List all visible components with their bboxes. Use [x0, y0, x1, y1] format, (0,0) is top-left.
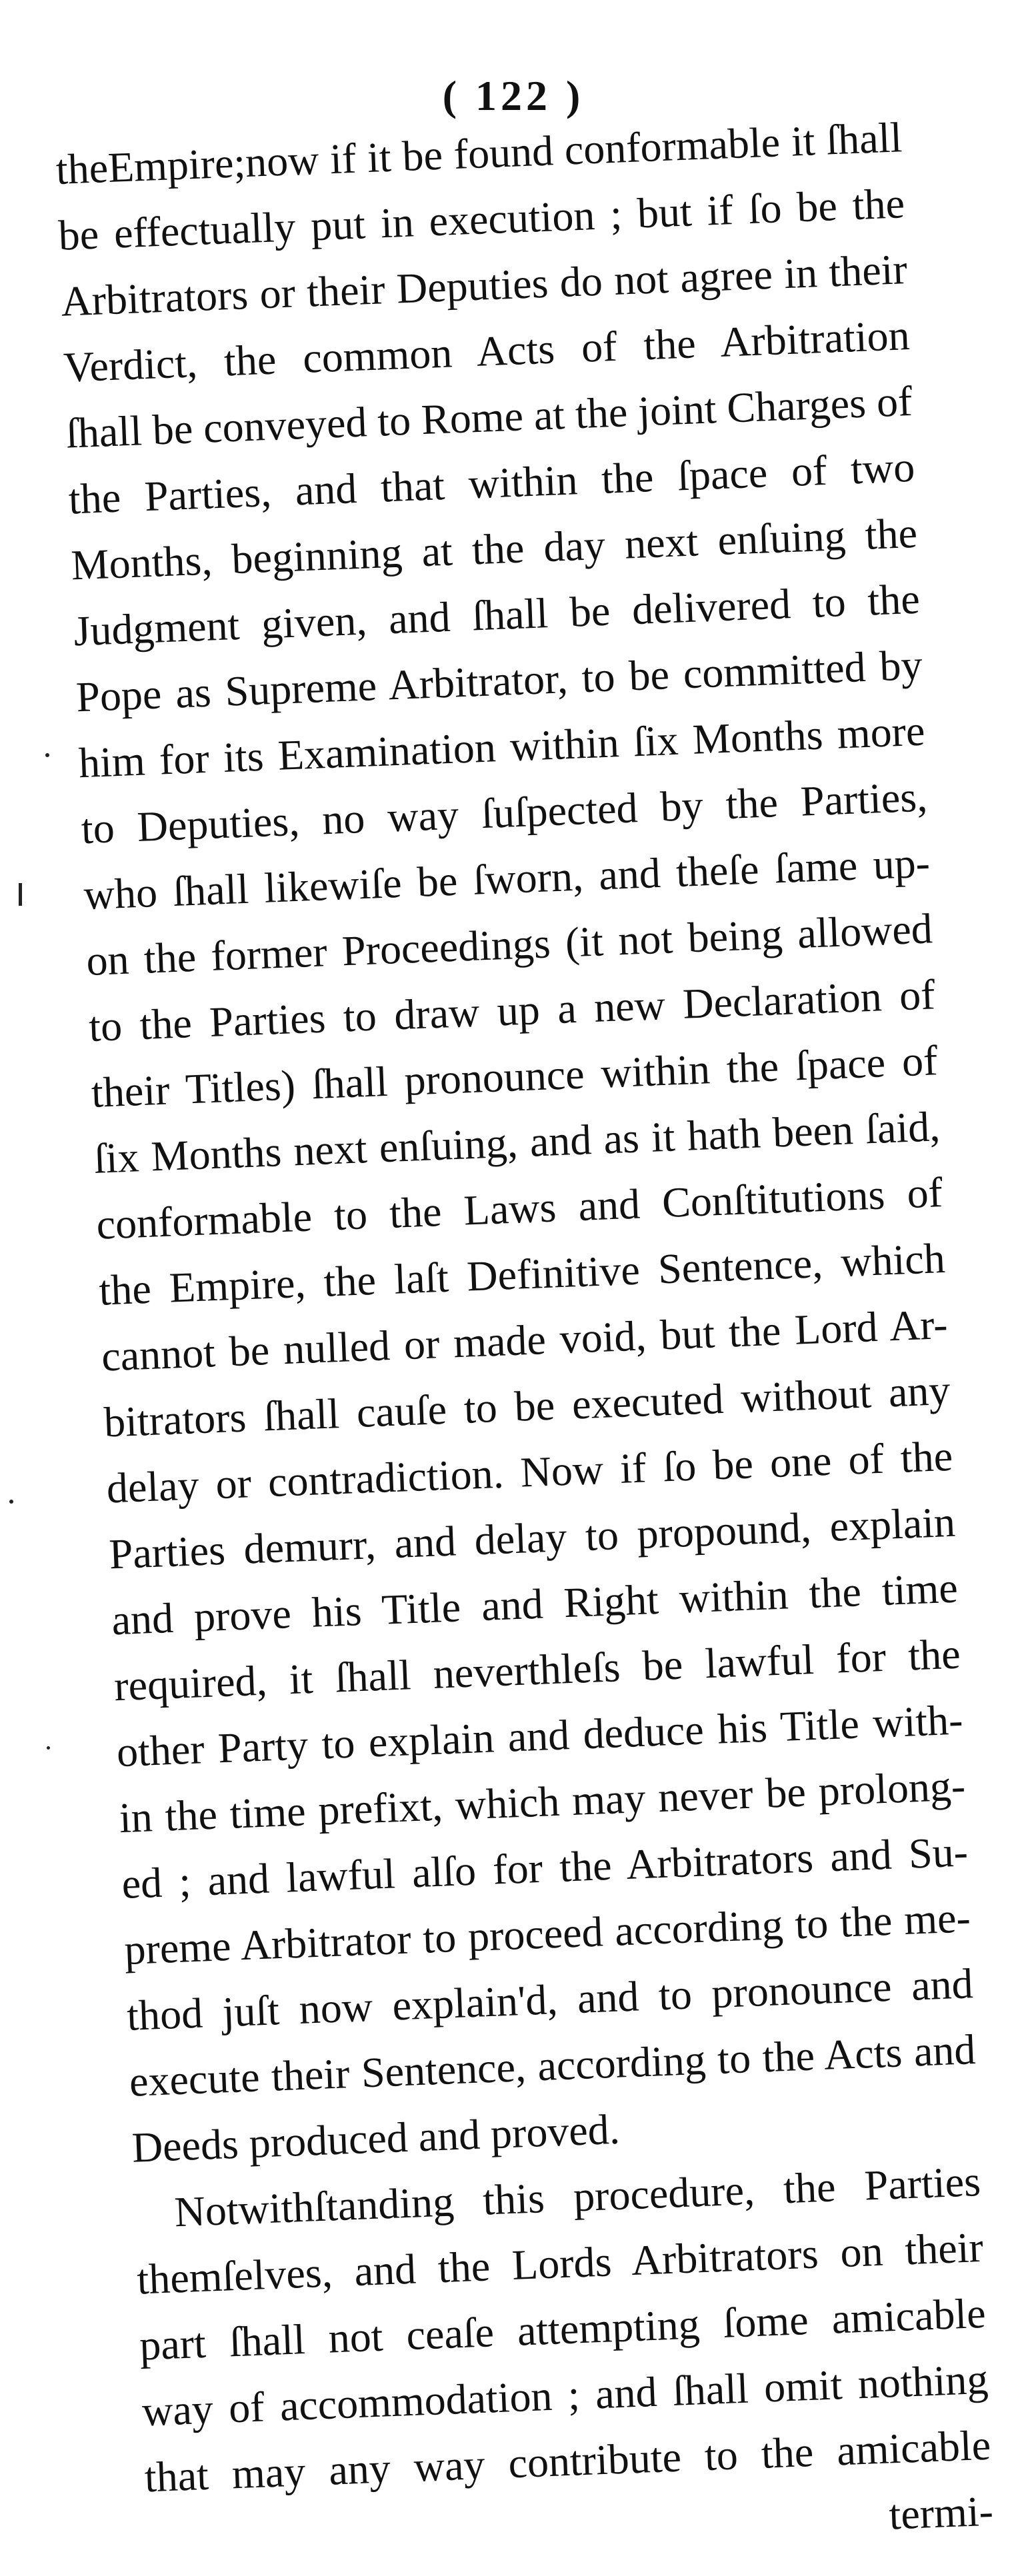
text-line: to Deputies, no way ſuſpected by the Parties,: [80, 772, 929, 853]
margin-mark: [19, 883, 22, 906]
text-line: theEmpire;now if it be found conformable it ſhall: [55, 113, 903, 193]
text-line: preme Arbitrator to proceed according to the me-: [123, 1894, 971, 1973]
text-line: be effectually put in execution ; but if ſo be the: [57, 179, 906, 259]
text-line: required, it ſhall neverthleſs be lawful for the: [113, 1630, 961, 1710]
text-line: Pope as Supreme Arbitrator, to be committed by: [75, 641, 923, 721]
text-line: Months, beginning at the day next enſuing the: [70, 509, 919, 589]
text-line: on the former Proceedings (it not being allowed: [85, 904, 933, 985]
paragraph-line: Notwithſtanding this procedure, the Parties: [173, 2157, 982, 2236]
text-line: the Empire, the laſt Definitive Sentence, which: [98, 1234, 946, 1314]
text-line: in the time prefixt, which may never be prolong-: [118, 1762, 967, 1842]
text-line: Deeds produced and proved.: [131, 2105, 621, 2171]
paragraph-line: themſelves, and the Lords Arbitrators on their: [136, 2223, 984, 2303]
text-line: cannot be nulled or made void, but the Lord Ar-: [100, 1300, 949, 1380]
text-line: who ſhall likewiſe be ſworn, and theſe ſame up-: [83, 838, 931, 919]
text-line: execute their Sentence, according to the Acts and: [128, 2025, 977, 2105]
text-line: conformable to the Laws and Conſtitutions of: [95, 1168, 944, 1248]
page-number: ( 122 ): [442, 72, 585, 119]
text-line: ſix Months next enſuing, and as it hath been ſaid,: [93, 1102, 941, 1182]
text-line: thod juſt now explain'd, and to pronounce and: [125, 1959, 974, 2039]
body-text: [55, 103, 1028, 2576]
ink-speck: [45, 753, 49, 757]
text-line: Arbitrators or their Deputies do not agree in their: [60, 245, 908, 325]
text-line: Parties demurr, and delay to propound, explain: [108, 1498, 957, 1578]
text-line: ed ; and lawful alſo for the Arbitrators and Su-: [121, 1828, 969, 1908]
text-line: ſhall be conveyed to Rome at the joint Charges of: [65, 377, 913, 457]
text-line: other Party to explain and deduce his Title with-: [115, 1696, 964, 1776]
text-line: and prove his Title and Right within the time: [111, 1564, 959, 1644]
ink-speck: [9, 1500, 13, 1504]
text-line: him for its Examination within ſix Months more: [77, 706, 926, 787]
text-line: Judgment given, and ſhall be delivered to the: [73, 575, 921, 655]
paragraph-line: part ſhall not ceaſe attempting ſome amicable: [138, 2289, 987, 2369]
catchword: termi-: [888, 2487, 995, 2539]
text-line: bitrators ſhall cauſe to be executed without any: [103, 1366, 951, 1446]
ink-speck: [47, 1746, 50, 1750]
text-line: the Parties, and that within the ſpace of two: [67, 443, 916, 523]
text-line: Verdict, the common Acts of the Arbitration: [62, 311, 911, 391]
paragraph-line: way of accommodation ; and ſhall omit nothing: [141, 2355, 989, 2435]
text-line: to the Parties to draw up a new Declaration of: [87, 970, 936, 1050]
text-line: their Titles) ſhall pronounce within the ſpace of: [90, 1036, 939, 1116]
paragraph-line: that may any way contribute to the amicable: [143, 2421, 992, 2501]
text-line: delay or contradiction. Now if ſo be one of the: [105, 1432, 954, 1512]
